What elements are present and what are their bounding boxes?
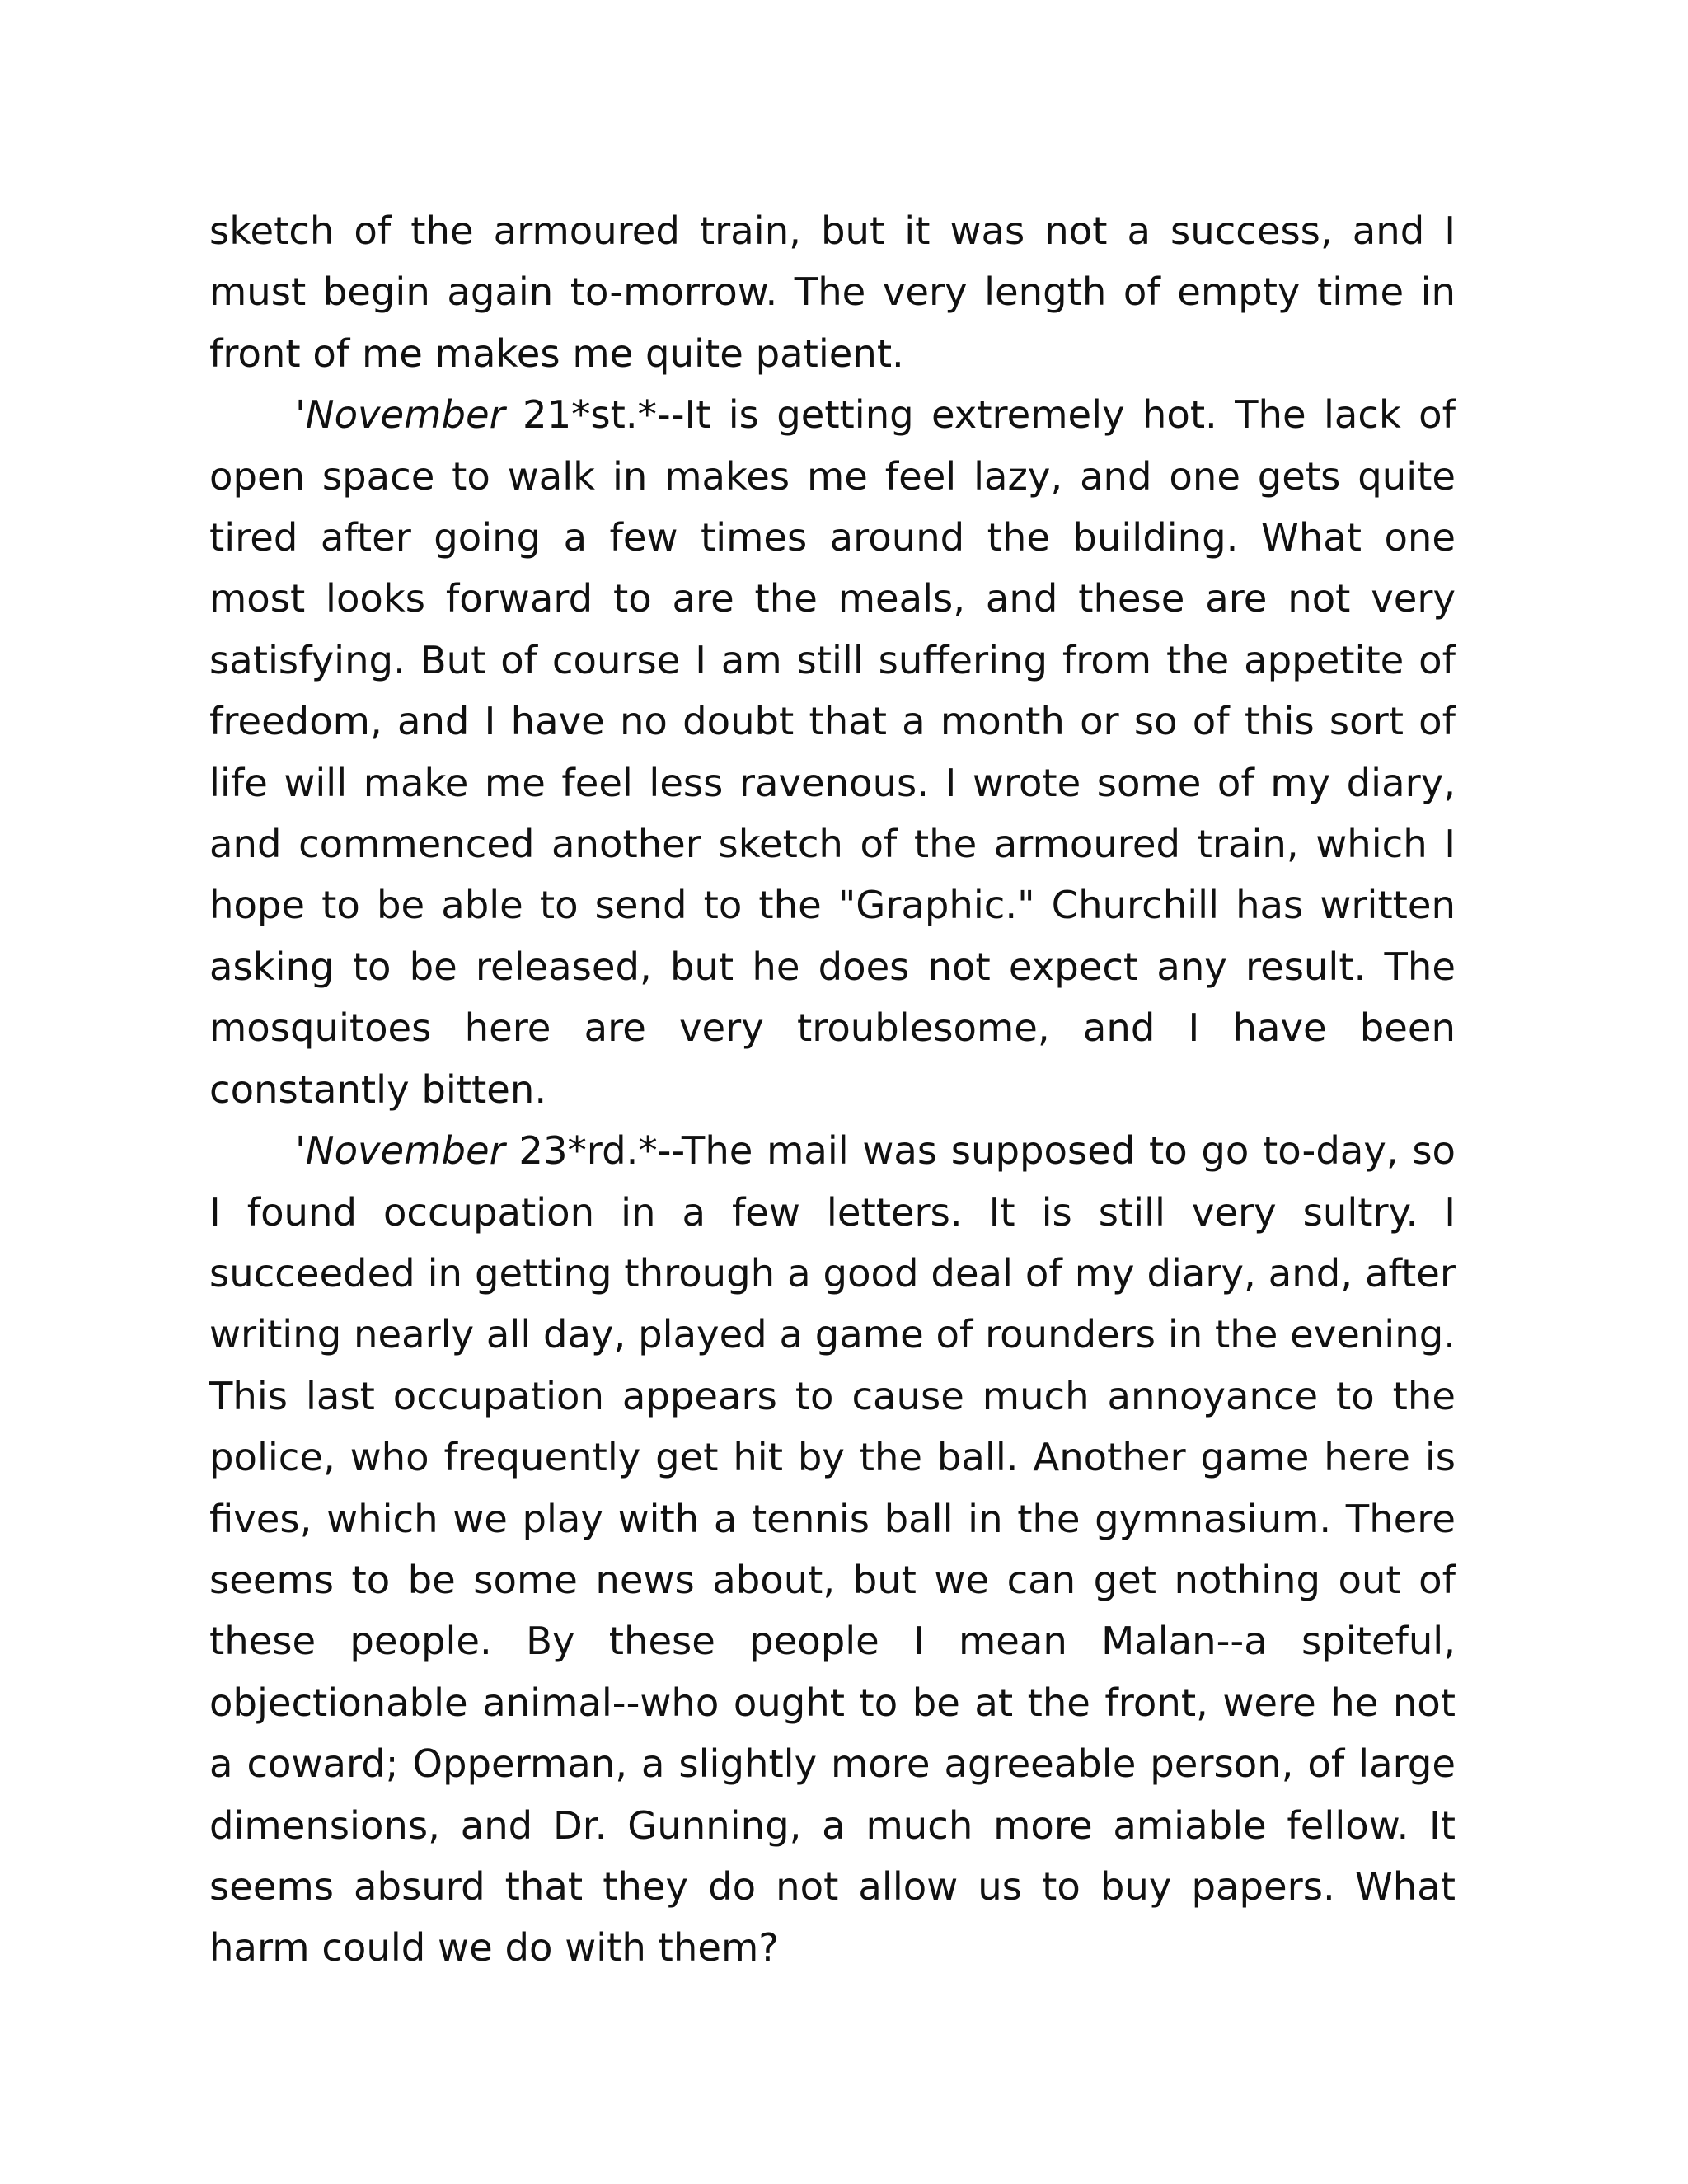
body-text bbox=[209, 200, 1456, 1979]
opening-quote: ' bbox=[295, 392, 306, 438]
date-month: November bbox=[305, 392, 505, 438]
opening-quote: ' bbox=[295, 1128, 306, 1174]
paragraph-2-text: 21*st.*--It is getting extremely hot. The lack of open space to walk in makes me feel lazy, and one gets quite tired after going a few times around the building. What one most looks forward to are the meals, and these are not very satisfying. But of course I am still suffering from the appetite of freedom, and I have no doubt that a month or so of this sort of life will make me feel less ravenous. I wrote some of my diary, and commenced another sketch of the armoured train, which I hope to be able to send to the "Graphic." Churchill has written asking to be released, but he does not expect any result. The mosquitoes here are very troublesome, and I have been constantly bitten. bbox=[209, 392, 1456, 1112]
date-month: November bbox=[305, 1128, 505, 1174]
paragraph-3-text: 23*rd.*--The mail was supposed to go to-day, so I found occupation in a few letters. It is still very sultry. I succeeded in getting through a good deal of my diary, and, after writing nearly all day, played a game of rounders in the evening. This last occupation appears to cause much annoyance to the police, who frequently get hit by the ball. Another game here is fives, which we play with a tennis ball in the gymnasium. There seems to be some news about, but we can get nothing out of these people. By these people I mean Malan--a spiteful, objectionable animal--who ought to be at the front, were he not a coward; Opperman, a slightly more agreeable person, of large dimensions, and Dr. Gunning, a much more amiable fellow. It seems absurd that they do not allow us to buy papers. What harm could we do with them? bbox=[209, 1128, 1456, 1971]
paragraph-3 bbox=[209, 1120, 1456, 1979]
paragraph-2 bbox=[209, 384, 1456, 1120]
paragraph-1 bbox=[209, 200, 1456, 384]
paragraph-1-text: sketch of the armoured train, but it was not a success, and I must begin again to-morrow. The very length of empty time in front of me makes me quite patient. bbox=[209, 209, 1456, 376]
